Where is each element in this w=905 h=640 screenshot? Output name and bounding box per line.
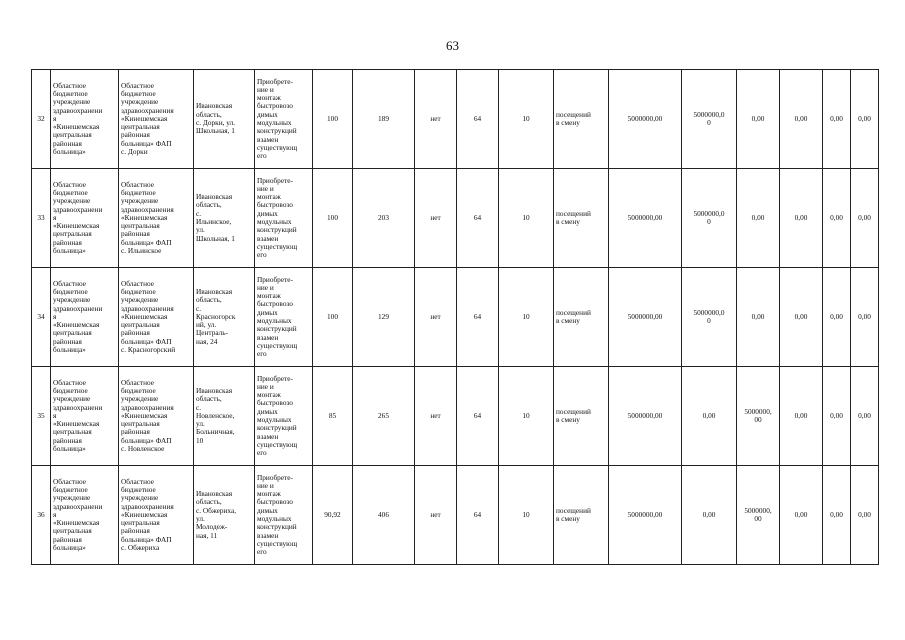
availability-cell: нет (415, 70, 457, 169)
year-2-cost-cell: 0,00 (737, 268, 780, 367)
year-3-cost-cell: 0,00 (780, 367, 823, 466)
facility-cell: Областное бюджетное учреждение здравоохранения «Кинешемская центральная районная больница» ФАП с. Ильинское (119, 169, 194, 268)
facilities-table (31, 69, 879, 565)
capacity-unit-cell: посещений в смену (554, 466, 609, 565)
total-cost-cell: 5000000,00 (609, 169, 682, 268)
organization-cell: Областное бюджетное учреждение здравоохранени я «Кинешемская центральная районная больница» (51, 466, 119, 565)
availability-cell: нет (415, 367, 457, 466)
row-number: 32 (32, 70, 51, 169)
year-3-cost-cell: 0,00 (780, 70, 823, 169)
year-1-cost-cell: 5000000,0 0 (682, 268, 737, 367)
table-row (32, 268, 879, 367)
population-cell: 406 (353, 466, 415, 565)
population-cell: 265 (353, 367, 415, 466)
year-2-cost-cell: 0,00 (737, 169, 780, 268)
year-5-cost-cell: 0,00 (851, 466, 879, 565)
year-4-cost-cell: 0,00 (823, 367, 851, 466)
availability-cell: нет (415, 268, 457, 367)
table-row (32, 169, 879, 268)
indicator-1-cell: 64 (457, 466, 499, 565)
population-cell: 129 (353, 268, 415, 367)
indicator-1-cell: 64 (457, 169, 499, 268)
table-row (32, 70, 879, 169)
year-2-cost-cell: 0,00 (737, 70, 780, 169)
organization-cell: Областное бюджетное учреждение здравоохранени я «Кинешемская центральная районная больница» (51, 268, 119, 367)
year-1-cost-cell: 5000000,0 0 (682, 70, 737, 169)
address-cell: Ивановская область, с. Новленское, ул. Больничная, 10 (194, 367, 255, 466)
area-cell: 90,92 (313, 466, 353, 565)
indicator-2-cell: 10 (499, 466, 554, 565)
year-2-cost-cell: 5000000, 00 (737, 466, 780, 565)
capacity-unit-cell: посещений в смену (554, 268, 609, 367)
facility-cell: Областное бюджетное учреждение здравоохранения «Кинешемская центральная районная больница» ФАП с. Дорки (119, 70, 194, 169)
row-number: 33 (32, 169, 51, 268)
facility-cell: Областное бюджетное учреждение здравоохранения «Кинешемская центральная районная больница» ФАП с. Новленское (119, 367, 194, 466)
year-3-cost-cell: 0,00 (780, 268, 823, 367)
capacity-unit-cell: посещений в смену (554, 367, 609, 466)
year-5-cost-cell: 0,00 (851, 367, 879, 466)
indicator-1-cell: 64 (457, 367, 499, 466)
work-description-cell: Приобрете- ние и монтаж быстровозо димых модульных конструкций взамен существующ его (255, 70, 313, 169)
indicator-2-cell: 10 (499, 169, 554, 268)
indicator-2-cell: 10 (499, 367, 554, 466)
work-description-cell: Приобрете- ние и монтаж быстровозо димых модульных конструкций взамен существующ его (255, 466, 313, 565)
address-cell: Ивановская область, с. Дорки, ул. Школьная, 1 (194, 70, 255, 169)
page-number: 63 (446, 38, 459, 53)
population-cell: 203 (353, 169, 415, 268)
address-cell: Ивановская область, с. Ильинское, ул. Школьная, 1 (194, 169, 255, 268)
organization-cell: Областное бюджетное учреждение здравоохранени я «Кинешемская центральная районная больница» (51, 367, 119, 466)
year-3-cost-cell: 0,00 (780, 466, 823, 565)
capacity-unit-cell: посещений в смену (554, 169, 609, 268)
work-description-cell: Приобрете- ние и монтаж быстровозо димых модульных конструкций взамен существующ его (255, 169, 313, 268)
organization-cell: Областное бюджетное учреждение здравоохранени я «Кинешемская центральная районная больница» (51, 70, 119, 169)
indicator-2-cell: 10 (499, 268, 554, 367)
year-4-cost-cell: 0,00 (823, 169, 851, 268)
year-2-cost-cell: 5000000, 00 (737, 367, 780, 466)
year-1-cost-cell: 5000000,0 0 (682, 169, 737, 268)
work-description-cell: Приобрете- ние и монтаж быстровозо димых модульных конструкций взамен существующ его (255, 268, 313, 367)
row-number: 34 (32, 268, 51, 367)
table-row (32, 367, 879, 466)
address-cell: Ивановская область, с. Красногорск ий, ул. Централь- ная, 24 (194, 268, 255, 367)
facility-cell: Областное бюджетное учреждение здравоохранения «Кинешемская центральная районная больница» ФАП с. Красногорский (119, 268, 194, 367)
year-3-cost-cell: 0,00 (780, 169, 823, 268)
area-cell: 100 (313, 70, 353, 169)
row-number: 35 (32, 367, 51, 466)
year-1-cost-cell: 0,00 (682, 367, 737, 466)
year-4-cost-cell: 0,00 (823, 70, 851, 169)
area-cell: 85 (313, 367, 353, 466)
work-description-cell: Приобрете- ние и монтаж быстровозо димых модульных конструкций взамен существующ его (255, 367, 313, 466)
facility-cell: Областное бюджетное учреждение здравоохранения «Кинешемская центральная районная больница» ФАП с. Обжериха (119, 466, 194, 565)
table-row (32, 466, 879, 565)
year-5-cost-cell: 0,00 (851, 70, 879, 169)
total-cost-cell: 5000000,00 (609, 367, 682, 466)
area-cell: 100 (313, 169, 353, 268)
year-1-cost-cell: 0,00 (682, 466, 737, 565)
area-cell: 100 (313, 268, 353, 367)
total-cost-cell: 5000000,00 (609, 268, 682, 367)
year-4-cost-cell: 0,00 (823, 466, 851, 565)
availability-cell: нет (415, 169, 457, 268)
total-cost-cell: 5000000,00 (609, 466, 682, 565)
total-cost-cell: 5000000,00 (609, 70, 682, 169)
year-5-cost-cell: 0,00 (851, 169, 879, 268)
capacity-unit-cell: посещений в смену (554, 70, 609, 169)
organization-cell: Областное бюджетное учреждение здравоохранени я «Кинешемская центральная районная больница» (51, 169, 119, 268)
address-cell: Ивановская область, с. Обжериха, ул. Молодеж- ная, 11 (194, 466, 255, 565)
year-4-cost-cell: 0,00 (823, 268, 851, 367)
row-number: 36 (32, 466, 51, 565)
indicator-1-cell: 64 (457, 70, 499, 169)
indicator-2-cell: 10 (499, 70, 554, 169)
year-5-cost-cell: 0,00 (851, 268, 879, 367)
population-cell: 189 (353, 70, 415, 169)
availability-cell: нет (415, 466, 457, 565)
indicator-1-cell: 64 (457, 268, 499, 367)
